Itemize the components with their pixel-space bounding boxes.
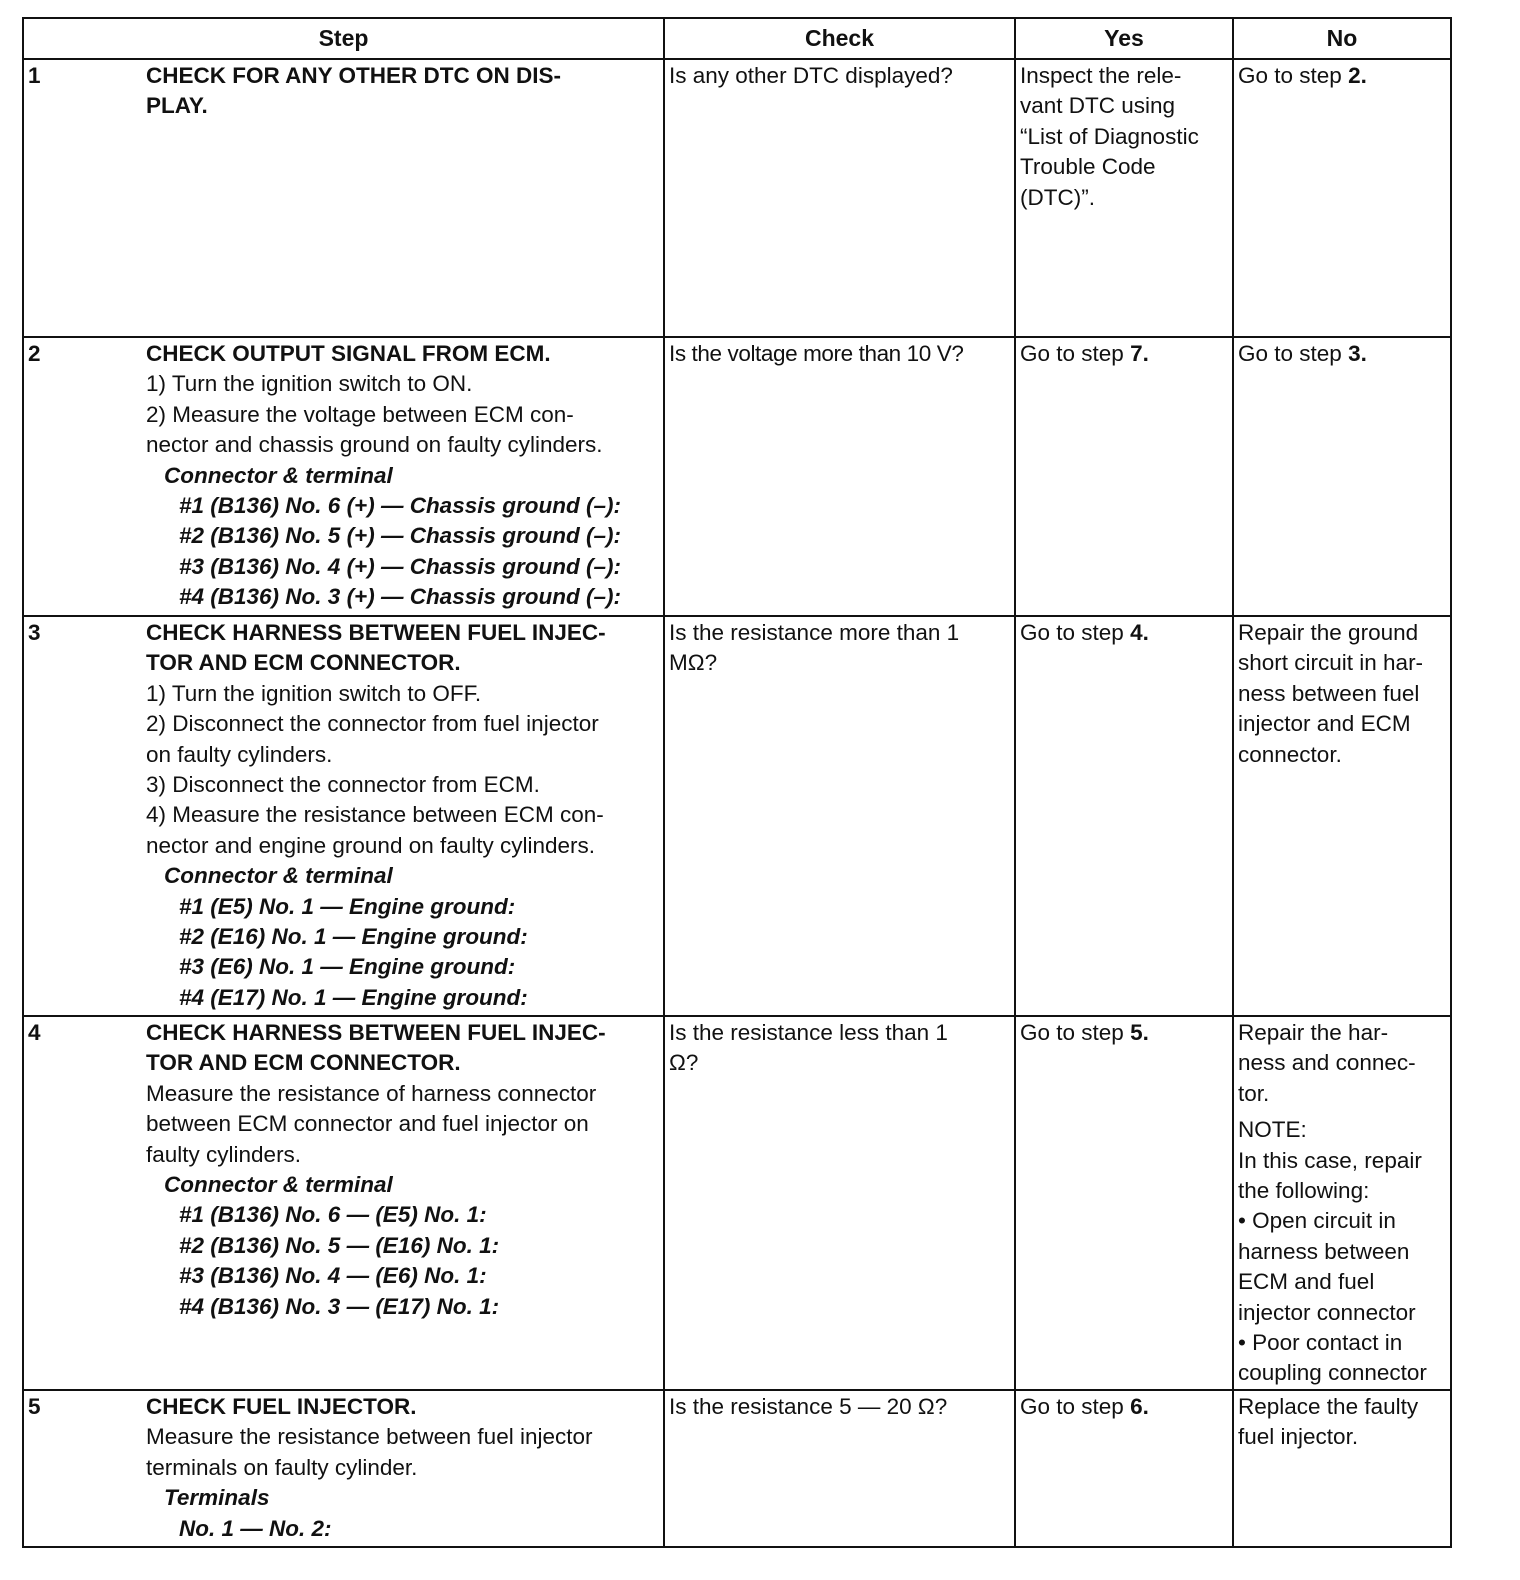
table-row (23, 1016, 1451, 1390)
yes-text: (DTC)”. (1020, 184, 1095, 210)
step-line: Measure the resistance between fuel injector (146, 1424, 593, 1450)
table-row (23, 1390, 1451, 1547)
step-line: 2) Disconnect the connector from fuel injector (146, 711, 599, 737)
note-label: NOTE: (1238, 1117, 1307, 1143)
yes-step-link: 6. (1130, 1393, 1149, 1419)
bullet-line: • Open circuit in (1238, 1208, 1396, 1234)
no-text: fuel injector. (1238, 1424, 1359, 1450)
check-text: Is the resistance 5 — 20 Ω? (669, 1393, 948, 1419)
step-title: CHECK FUEL INJECTOR. (146, 1393, 417, 1419)
note-text: the following: (1238, 1178, 1370, 1204)
step-line: 1) Turn the ignition switch to ON. (146, 371, 473, 397)
check-cell (664, 1390, 1015, 1547)
note-text: In this case, repair (1238, 1147, 1422, 1173)
check-cell (664, 337, 1015, 616)
step-cell (23, 59, 664, 337)
no-cell (1233, 59, 1451, 337)
step-cell (23, 616, 664, 1016)
step-title: TOR AND ECM CONNECTOR. (146, 650, 461, 676)
no-cell (1233, 337, 1451, 616)
no-cell (1233, 616, 1451, 1016)
yes-text: Go to step (1020, 341, 1131, 366)
terminals-label: Terminals (164, 1485, 270, 1511)
terminal-line: #4 (B136) No. 3 (+) — Chassis ground (–): (179, 584, 621, 610)
bullet-line: ECM and fuel (1238, 1269, 1375, 1295)
no-text: short circuit in har- (1238, 650, 1424, 676)
note-bullet (1238, 1328, 1450, 1389)
yes-text: Trouble Code (1020, 154, 1156, 180)
no-text: ness between fuel (1238, 680, 1420, 706)
step-title: PLAY. (146, 93, 208, 119)
no-text: injector and ECM (1238, 711, 1411, 737)
connector-terminal-label: Connector & terminal (164, 1172, 393, 1198)
note-bullet (1238, 1206, 1450, 1328)
header-no: No (1233, 18, 1451, 59)
no-text: tor. (1238, 1080, 1270, 1106)
no-cell (1233, 1016, 1451, 1390)
bullet-line: harness between (1238, 1238, 1410, 1264)
check-text: Is any other DTC displayed? (669, 63, 953, 88)
step-line: Measure the resistance of harness connector (146, 1080, 597, 1106)
no-text: Go to step (1238, 63, 1349, 88)
step-line: nector and chassis ground on faulty cylinders. (146, 432, 603, 458)
bullet-line: • Poor contact in (1238, 1330, 1403, 1356)
terminal-line: #3 (B136) No. 4 — (E6) No. 1: (179, 1263, 487, 1289)
terminal-line: #4 (B136) No. 3 — (E17) No. 1: (179, 1293, 500, 1319)
no-text: Repair the ground (1238, 620, 1419, 645)
step-line: 4) Measure the resistance between ECM con- (146, 802, 604, 828)
header-yes: Yes (1015, 18, 1233, 59)
yes-cell (1015, 1390, 1233, 1547)
connector-terminal-label: Connector & terminal (164, 863, 393, 889)
bullet-line: coupling connector (1238, 1360, 1427, 1386)
header-row (23, 18, 1451, 59)
terminal-line: #1 (E5) No. 1 — Engine ground: (179, 893, 516, 919)
no-text: connector. (1238, 741, 1342, 767)
step-line: 3) Disconnect the connector from ECM. (146, 772, 540, 798)
check-text: Is the resistance less than 1 (669, 1020, 948, 1045)
step-number: 2 (28, 341, 41, 366)
header-step: Step (23, 18, 664, 59)
no-step-link: 2. (1348, 63, 1367, 88)
yes-text: “List of Diagnostic (1020, 123, 1199, 149)
terminal-line: #3 (B136) No. 4 (+) — Chassis ground (–): (179, 553, 621, 579)
step-number: 5 (28, 1393, 41, 1419)
table-row (23, 616, 1451, 1016)
terminal-line: #2 (E16) No. 1 — Engine ground: (179, 924, 528, 950)
step-number: 1 (28, 63, 41, 88)
yes-step-link: 4. (1130, 620, 1149, 645)
check-text: Is the voltage more than 10 V? (669, 341, 964, 366)
step-cell (23, 1016, 664, 1390)
terminal-line: #1 (B136) No. 6 (+) — Chassis ground (–): (179, 493, 621, 519)
no-cell (1233, 1390, 1451, 1547)
table-row (23, 59, 1451, 337)
step-line: between ECM connector and fuel injector on (146, 1111, 589, 1137)
step-line: 2) Measure the voltage between ECM con- (146, 401, 574, 427)
terminal-line: #2 (B136) No. 5 — (E16) No. 1: (179, 1232, 500, 1258)
yes-step-link: 7. (1130, 341, 1149, 366)
step-cell (23, 1390, 664, 1547)
terminal-line: #3 (E6) No. 1 — Engine ground: (179, 954, 516, 980)
step-number: 4 (28, 1020, 41, 1045)
terminal-line: #2 (B136) No. 5 (+) — Chassis ground (–): (179, 523, 621, 549)
no-text: Replace the faulty (1238, 1393, 1419, 1419)
yes-text: vant DTC using (1020, 93, 1176, 119)
step-cell (23, 337, 664, 616)
step-line: faulty cylinders. (146, 1141, 302, 1167)
yes-step-link: 5. (1130, 1020, 1149, 1045)
yes-cell (1015, 59, 1233, 337)
yes-text: Inspect the rele- (1020, 63, 1182, 88)
check-cell (664, 616, 1015, 1016)
step-title: TOR AND ECM CONNECTOR. (146, 1050, 461, 1076)
terminal-line: #1 (B136) No. 6 — (E5) No. 1: (179, 1202, 487, 1228)
yes-text: Go to step (1020, 620, 1131, 645)
check-text: MΩ? (669, 650, 718, 676)
no-text: Go to step (1238, 341, 1349, 366)
check-text: Ω? (669, 1050, 699, 1076)
yes-cell (1015, 1016, 1233, 1390)
connector-terminal-label: Connector & terminal (164, 462, 393, 488)
step-title: CHECK HARNESS BETWEEN FUEL INJEC- (146, 1020, 606, 1045)
yes-text: Go to step (1020, 1393, 1131, 1419)
step-number: 3 (28, 620, 41, 645)
yes-cell (1015, 337, 1233, 616)
no-text: Repair the har- (1238, 1020, 1389, 1045)
header-check: Check (664, 18, 1015, 59)
step-line: on faulty cylinders. (146, 741, 333, 767)
diagnostic-table (22, 17, 1452, 1548)
step-line: nector and engine ground on faulty cylinders. (146, 832, 596, 858)
step-line: 1) Turn the ignition switch to OFF. (146, 680, 482, 706)
step-title: CHECK OUTPUT SIGNAL FROM ECM. (146, 341, 551, 366)
check-cell (664, 1016, 1015, 1390)
terminal-line: No. 1 — No. 2: (179, 1515, 332, 1541)
step-title: CHECK HARNESS BETWEEN FUEL INJEC- (146, 620, 606, 645)
check-text: Is the resistance more than 1 (669, 620, 960, 645)
check-cell (664, 59, 1015, 337)
no-step-link: 3. (1348, 341, 1367, 366)
table-row (23, 337, 1451, 616)
step-title: CHECK FOR ANY OTHER DTC ON DIS- (146, 63, 562, 88)
yes-text: Go to step (1020, 1020, 1131, 1045)
yes-cell (1015, 616, 1233, 1016)
bullet-line: injector connector (1238, 1299, 1416, 1325)
step-line: terminals on faulty cylinder. (146, 1454, 418, 1480)
no-text: ness and connec- (1238, 1050, 1416, 1076)
terminal-line: #4 (E17) No. 1 — Engine ground: (179, 984, 528, 1010)
